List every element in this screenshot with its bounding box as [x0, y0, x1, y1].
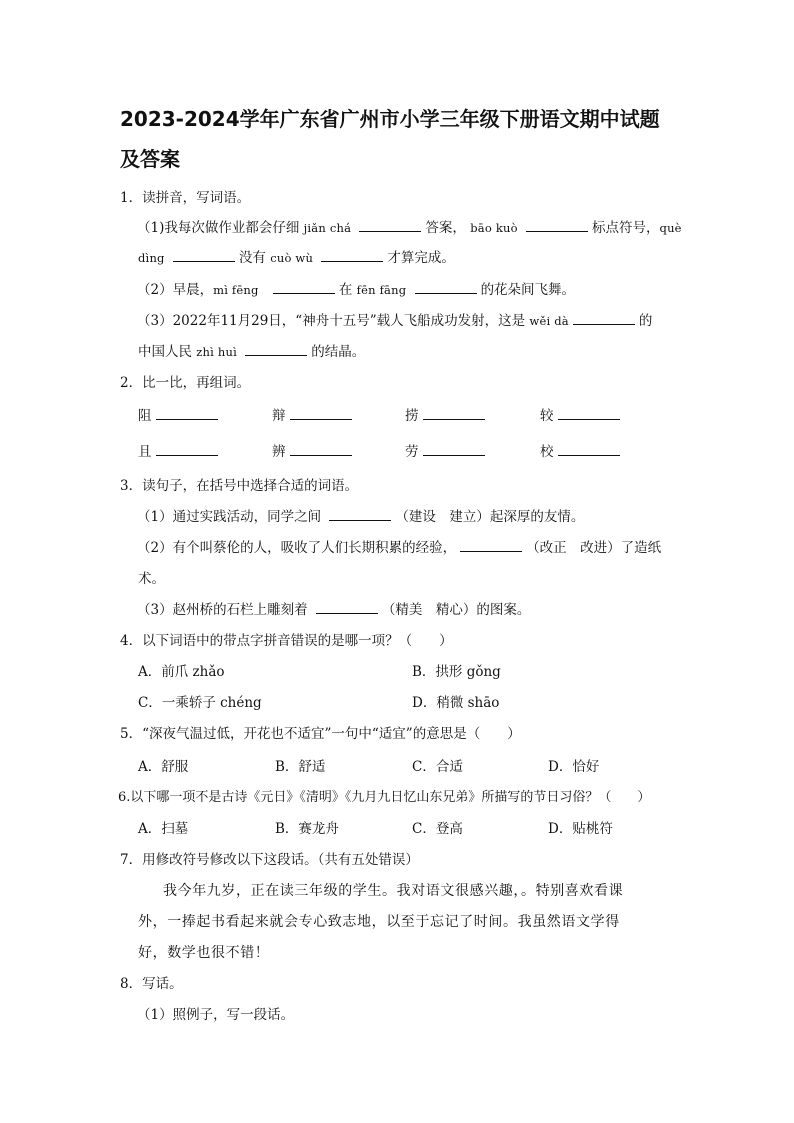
pinyin: mì fēng [213, 283, 259, 297]
answer-blank[interactable] [573, 312, 635, 325]
text: 答案， [425, 220, 466, 236]
q2-item [540, 406, 624, 426]
answer-blank[interactable] [558, 407, 620, 420]
q5-option-a[interactable]: A．舒服 [138, 759, 189, 775]
character: 捞 [405, 408, 419, 424]
text: 没有 [238, 250, 266, 266]
text: （3）赵州桥的石栏上雕刻着 [137, 602, 308, 618]
pinyin: jiǎn chá [303, 221, 352, 235]
q3-stem: 3．读句子，在括号中选择合适的词语。 [120, 478, 359, 494]
q3-sentence-2-cont: 术。 [138, 571, 165, 587]
text: 的结晶。 [311, 344, 366, 360]
q6-option-c[interactable]: C．登高 [412, 821, 463, 837]
answer-blank[interactable] [359, 219, 421, 232]
text: （改正 改进）了造纸 [526, 540, 662, 556]
answer-blank[interactable] [316, 601, 378, 614]
answer-blank[interactable] [290, 443, 352, 456]
character: 校 [540, 444, 554, 460]
pinyin: fēn fāng [356, 283, 407, 297]
pinyin: zhì huì [196, 345, 237, 359]
q7-paragraph-line-1: 我今年九岁，正在读三年级的学生。我对语文很感兴趣，。特别喜欢看课 [163, 883, 624, 899]
q2-item [138, 442, 222, 462]
character: 且 [138, 444, 152, 460]
q4-stem: 4．以下词语中的带点字拼音错误的是哪一项？（ ） [120, 633, 453, 649]
page-title: 2023-2024学年广东省广州市小学三年级下册语文期中试题 [120, 107, 660, 131]
character: 劳 [405, 444, 419, 460]
q6-stem: 6.以下哪一项不是古诗《元日》《清明》《九月九日忆山东兄弟》所描写的节日习俗？（ ） [118, 790, 651, 805]
q5-stem: 5．“深夜气温过低，开花也不适宜”一句中“适宜”的意思是（ ） [120, 726, 521, 742]
character: 较 [540, 408, 554, 424]
q1-sentence-1-cont [138, 248, 455, 268]
answer-blank[interactable] [423, 407, 485, 420]
answer-blank[interactable] [173, 249, 235, 262]
character: 辩 [272, 408, 286, 424]
text: （2）早晨， [137, 282, 214, 298]
q2-item [540, 442, 624, 462]
q4-option-b[interactable]: B．拱形 gǒng [412, 664, 501, 680]
answer-blank[interactable] [558, 443, 620, 456]
q6-option-d[interactable]: D．贴桃符 [548, 821, 613, 837]
text: 才算完成。 [387, 250, 455, 266]
text: （2）有个叫蔡伦的人，吸收了人们长期积累的经验， [137, 540, 457, 556]
q1-sentence-2 [137, 280, 575, 300]
text: （精美 精心）的图案。 [381, 602, 531, 618]
pinyin: cuò wù [270, 251, 314, 265]
q1-sentence-3 [137, 311, 652, 331]
q4-option-c[interactable]: C．一乘轿子 chéng [138, 695, 262, 711]
answer-blank[interactable] [423, 443, 485, 456]
text: 在 [338, 282, 353, 298]
answer-blank[interactable] [460, 539, 522, 552]
answer-blank[interactable] [329, 508, 391, 521]
character: 辨 [272, 444, 286, 460]
text: （1）通过实践活动，同学之间 [137, 509, 322, 525]
q2-item [405, 406, 489, 426]
q6-option-a[interactable]: A．扫墓 [138, 821, 189, 837]
q1-stem: 1．读拼音，写词语。 [120, 190, 251, 206]
pinyin: wěi dà [529, 314, 569, 328]
answer-blank[interactable] [415, 281, 477, 294]
character: 阻 [138, 408, 152, 424]
q7-paragraph-line-3: 好，数学也很不错！ [138, 945, 270, 961]
pinyin: bāo kuò [470, 221, 518, 235]
q5-option-c[interactable]: C．合适 [412, 759, 463, 775]
answer-blank[interactable] [245, 343, 307, 356]
text: （建设 建立）起深厚的友情。 [395, 509, 585, 525]
q4-option-d[interactable]: D．稍微 shāo [412, 695, 500, 711]
page-title-continued: 及答案 [120, 147, 180, 171]
answer-blank[interactable] [526, 219, 588, 232]
q8-sub-1: （1）照例子，写一段话。 [137, 1007, 295, 1023]
answer-blank[interactable] [156, 407, 218, 420]
q5-option-d[interactable]: D．恰好 [548, 759, 600, 775]
q8-stem: 8．写话。 [120, 976, 183, 992]
text: （3）2022年11月29日，“神舟十五号”载人飞船成功发射，这是 [137, 313, 526, 329]
pinyin: què [659, 221, 682, 235]
q5-option-b[interactable]: B．舒适 [275, 759, 326, 775]
q2-item [405, 442, 489, 462]
text: 的花朵间飞舞。 [480, 282, 576, 298]
q4-option-a[interactable]: A．前爪 zhǎo [138, 664, 225, 680]
text: 中国人民 [138, 344, 192, 360]
q7-stem: 7．用修改符号修改以下这段话。（共有五处错误） [120, 852, 419, 868]
q1-sentence-1 [137, 218, 682, 238]
q2-item [272, 406, 356, 426]
q2-item [272, 442, 356, 462]
q7-paragraph-line-2: 外，一捧起书看起来就会专心致志地，以至于忘记了时间。我虽然语文学得 [138, 914, 620, 930]
q3-sentence-3 [137, 600, 530, 620]
q3-sentence-1 [137, 507, 584, 527]
q2-item [138, 406, 222, 426]
answer-blank[interactable] [273, 281, 335, 294]
q6-option-b[interactable]: B．赛龙舟 [275, 821, 339, 837]
text: 标点符号， [592, 220, 660, 236]
answer-blank[interactable] [290, 407, 352, 420]
q2-stem: 2．比一比，再组词。 [120, 375, 251, 391]
text: （1)我每次做作业都会仔细 [137, 220, 300, 236]
answer-blank[interactable] [321, 249, 383, 262]
q1-sentence-3-cont [138, 342, 365, 362]
pinyin: dìng [138, 251, 165, 265]
text: 的 [638, 313, 653, 329]
q3-sentence-2 [137, 538, 661, 558]
answer-blank[interactable] [156, 443, 218, 456]
